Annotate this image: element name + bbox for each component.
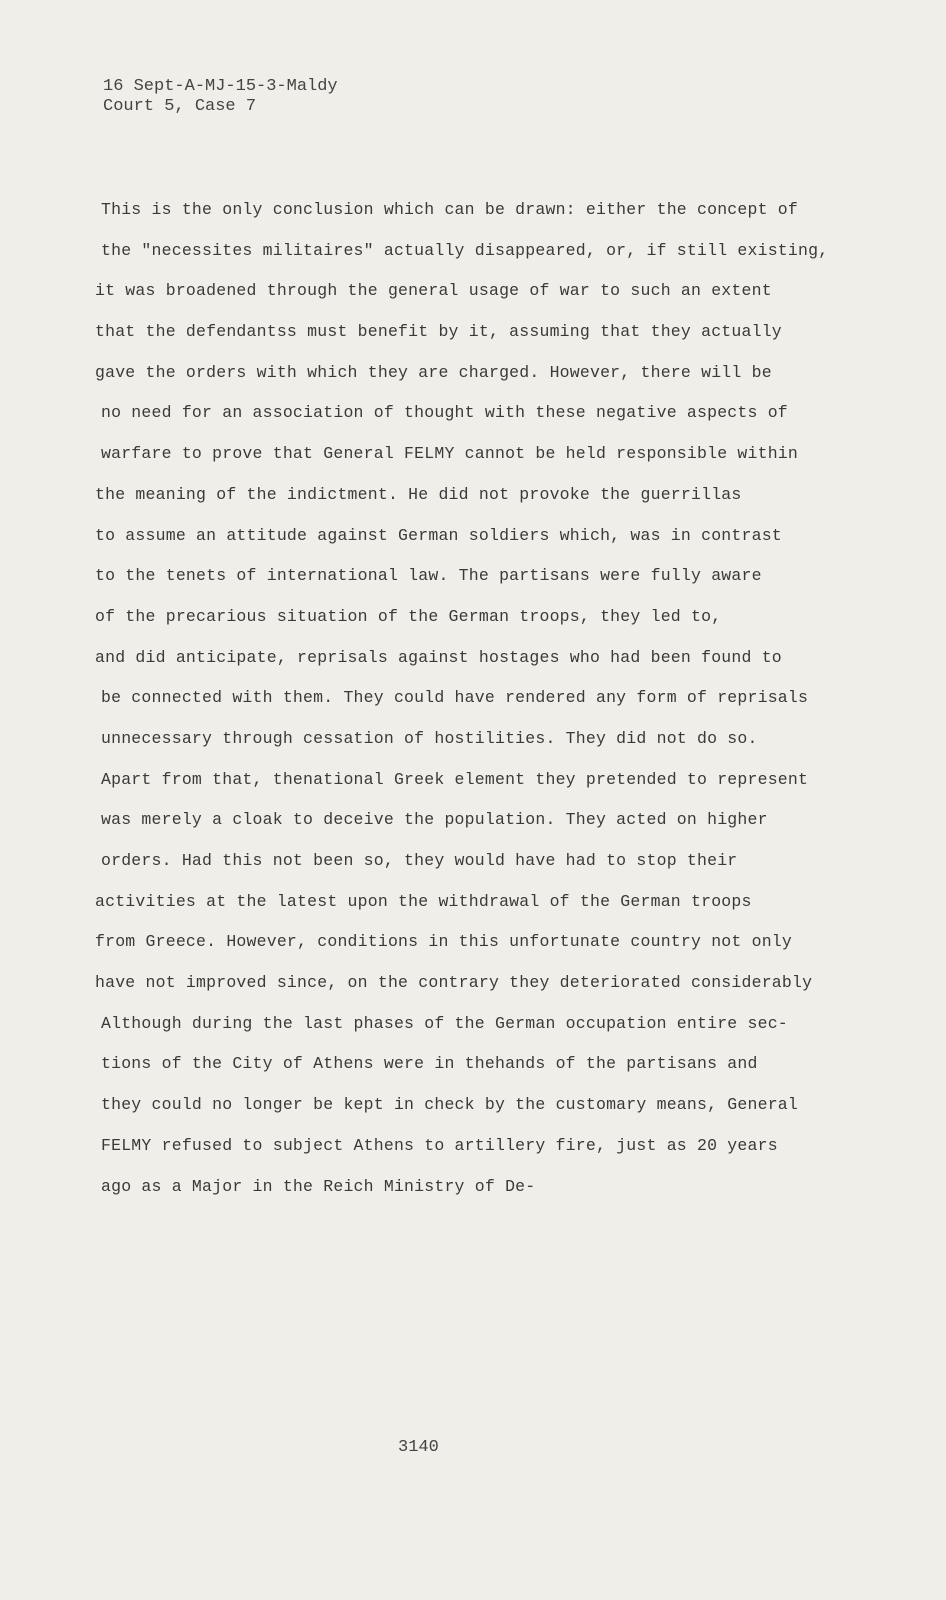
text-line: warfare to prove that General FELMY cannot be held responsible within bbox=[101, 444, 799, 464]
document-body bbox=[95, 200, 838, 1217]
header-court-case: Court 5, Case 7 bbox=[103, 97, 257, 116]
text-line: gave the orders with which they are charged. However, there will be bbox=[95, 362, 772, 382]
text-line: of the precarious situation of the German troops, they led to, bbox=[95, 606, 722, 626]
text-line: it was broadened through the general usage of war to such an extent bbox=[95, 281, 772, 301]
text-line: have not improved since, on the contrary they deteriorated considerably bbox=[95, 973, 813, 993]
text-line: from Greece. However, conditions in this unfortunate country not only bbox=[95, 932, 793, 952]
text-line: Apart from that, thenational Greek element they pretended to represent bbox=[101, 769, 809, 789]
text-line: Although during the last phases of the German occupation entire sec- bbox=[101, 1013, 788, 1033]
text-line: no need for an association of thought with these negative aspects of bbox=[101, 403, 788, 423]
header-reference: 16 Sept-A-MJ-15-3-Maldy bbox=[103, 77, 338, 96]
text-line: they could no longer be kept in check by the customary means, General bbox=[101, 1095, 799, 1115]
text-line: ago as a Major in the Reich Ministry of De- bbox=[101, 1176, 536, 1196]
text-line: activities at the latest upon the withdrawal of the German troops bbox=[95, 891, 752, 911]
text-line: the "necessites militaires" actually disappeared, or, if still existing, bbox=[101, 240, 829, 260]
text-line: FELMY refused to subject Athens to artillery fire, just as 20 years bbox=[101, 1135, 778, 1155]
text-line: be connected with them. They could have rendered any form of reprisals bbox=[101, 688, 809, 708]
text-line: unnecessary through cessation of hostilities. They did not do so. bbox=[101, 728, 758, 748]
text-line: and did anticipate, reprisals against hostages who had been found to bbox=[95, 647, 782, 667]
text-line: was merely a cloak to deceive the population. They acted on higher bbox=[101, 810, 768, 830]
document-header bbox=[103, 77, 338, 117]
page-number: 3140 bbox=[398, 1438, 439, 1457]
text-line: orders. Had this not been so, they would have had to stop their bbox=[101, 851, 738, 870]
text-line: This is the only conclusion which can be drawn: either the concept of bbox=[101, 200, 799, 219]
text-line: that the defendantss must benefit by it, assuming that they actually bbox=[95, 322, 782, 342]
text-line: the meaning of the indictment. He did not provoke the guerrillas bbox=[95, 484, 742, 504]
text-line: tions of the City of Athens were in thehands of the partisans and bbox=[101, 1054, 758, 1074]
text-line: to assume an attitude against German soldiers which, was in contrast bbox=[95, 525, 782, 545]
text-line: to the tenets of international law. The partisans were fully aware bbox=[95, 566, 762, 586]
